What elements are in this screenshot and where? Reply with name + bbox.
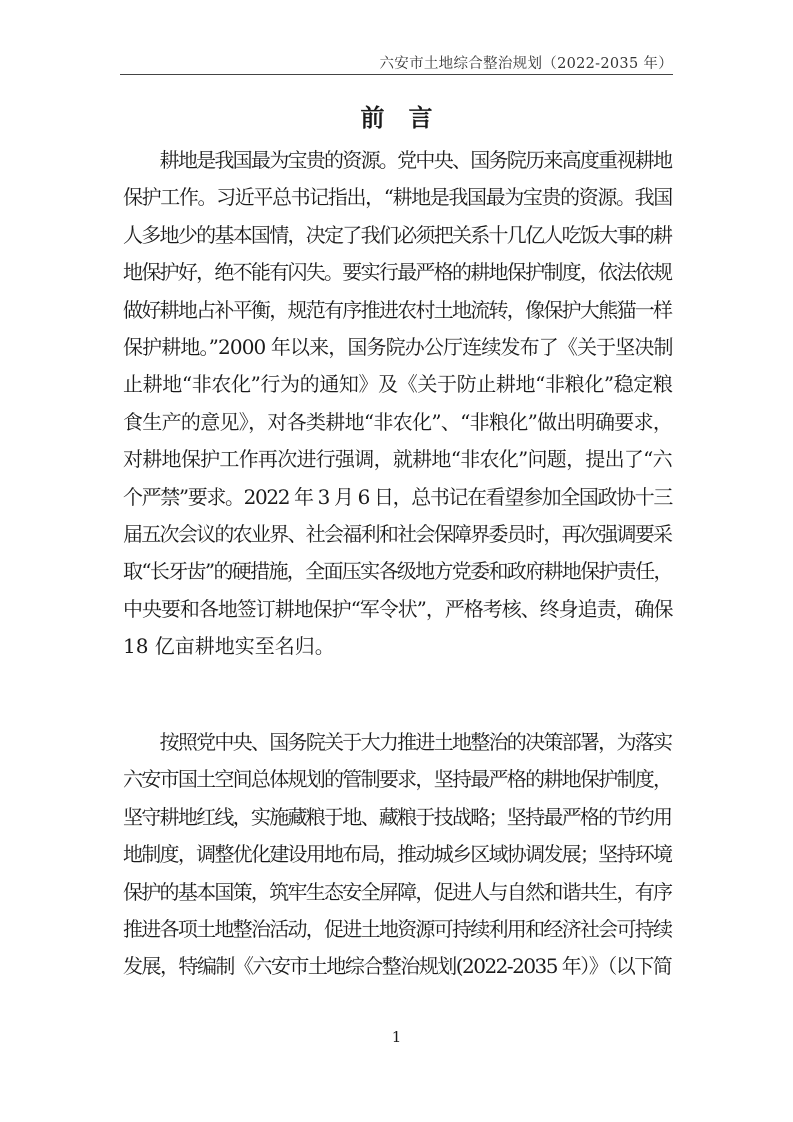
text-line: 耕地是我国最为宝贵的资源。党中央、国务院历来高度重视耕地	[123, 148, 672, 172]
text-line: 止耕地“非农化”行为的通知》及《关于防止耕地“非粮化”稳定粮	[123, 372, 673, 397]
text-line: 18 亿亩耕地实至名归。	[123, 634, 335, 659]
text-line: 取“长牙齿”的硬措施，全面压实各级地方党委和政府耕地保护责任，	[123, 559, 672, 584]
page-title: 前言	[360, 103, 457, 132]
text-line: 届五次会议的农业界、社会福利和社会保障界委员时，再次强调要采	[123, 522, 672, 547]
text-line: 中央要和各地签订耕地保护“军令状”，严格考核、终身追责，确保	[123, 596, 673, 621]
text-line: 发展，特编制《六安市土地综合整治规划(2022-2035 年）》（以下简	[123, 954, 672, 979]
page-number: 1	[391, 1028, 402, 1046]
text-line: 食生产的意见》，对各类耕地“非农化”、“非粮化”做出明确要求，	[123, 409, 673, 434]
text-line: 保护工作。习近平总书记指出，“耕地是我国最为宝贵的资源。我国	[123, 185, 672, 210]
text-line: 对耕地保护工作再次进行强调，就耕地“非农化”问题，提出了“六	[123, 447, 672, 472]
paragraph-1	[123, 142, 673, 666]
text-line: 地制度，调整优化建设用地布局，推动城乡区域协调发展；坚持环境	[123, 842, 672, 867]
text-line: 个严禁”要求。2022 年 3 月 6 日，总书记在看望参加全国政协十三	[123, 484, 673, 509]
text-line: 按照党中央、国务院关于大力推进土地整治的决策部署，为落实	[123, 730, 672, 754]
text-line: 坚守耕地红线，实施藏粮于地、藏粮于技战略；坚持最严格的节约用	[123, 804, 672, 829]
paragraph-2	[123, 724, 673, 986]
text-line: 做好耕地占补平衡，规范有序推进农村土地流转，像保护大熊猫一样	[123, 297, 672, 322]
text-line: 人多地少的基本国情，决定了我们必须把关系十几亿人吃饭大事的耕	[123, 222, 672, 247]
text-line: 地保护好，绝不能有闪失。要实行最严格的耕地保护制度，依法依规	[123, 260, 672, 285]
text-line: 六安市国土空间总体规划的管制要求，坚持最严格的耕地保护制度，	[123, 767, 672, 792]
text-line: 推进各项土地整治活动，促进土地资源可持续利用和经济社会可持续	[123, 917, 672, 942]
text-line: 保护的基本国策，筑牢生态安全屏障，促进人与自然和谐共生，有序	[123, 879, 672, 904]
text-line: 保护耕地。”2000 年以来，国务院办公厅连续发布了《关于坚决制	[123, 335, 673, 360]
running-header: 六安市土地综合整治规划（2022-2035 年）	[120, 52, 673, 75]
